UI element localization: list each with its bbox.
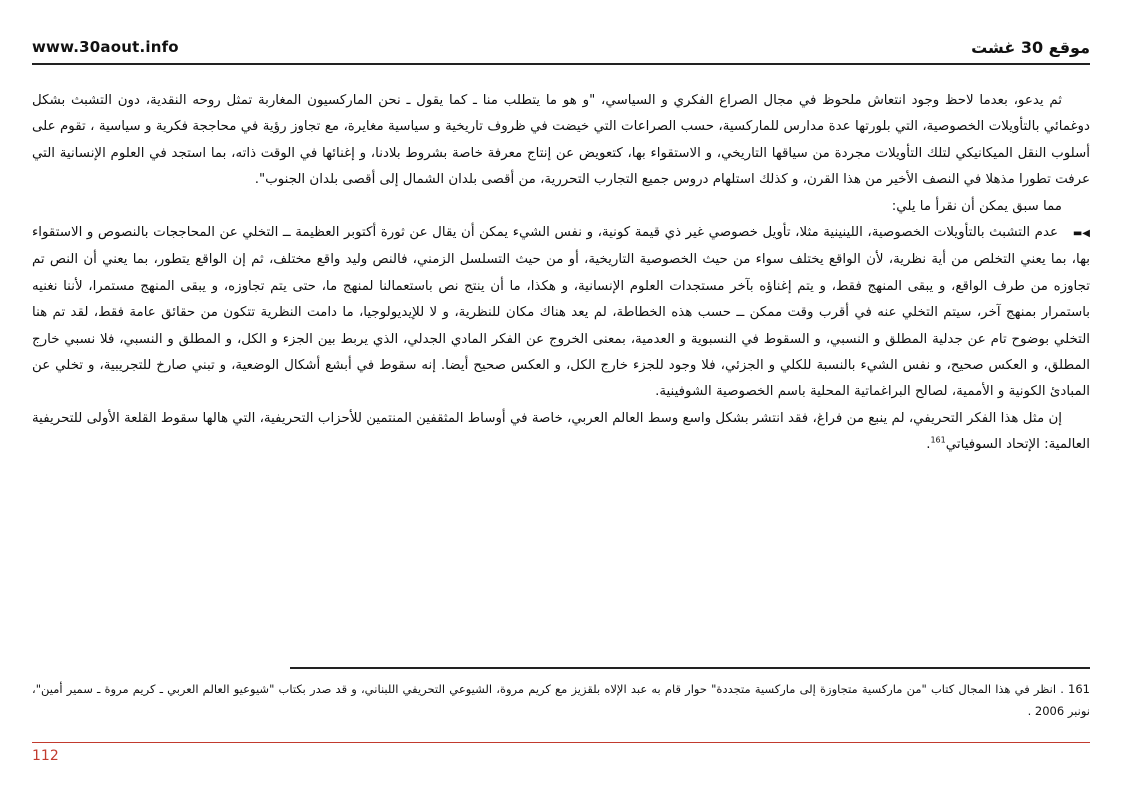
- paragraph-intro: مما سبق يمكن أن نقرأ ما يلي:: [891, 198, 1062, 214]
- conclusion-text: إن مثل هذا الفكر التحريفي، لم ينبع من فراغ، فقد انتشر بشكل واسع وسط العالم العربي، خاصة في أوساط المثقفين المنتمين للأحزاب التحريفية، التي هالها سقوط القلعة الأولى للتحريفية العالمية: الإتحاد السوفياتي: [32, 410, 1090, 453]
- paragraph-bullet: [32, 220, 1090, 406]
- page-number: 112: [32, 748, 59, 764]
- arrow-bullet-icon: ◀▬: [1072, 228, 1090, 240]
- bullet-text: عدم التشبث بالتأويلات الخصوصية، اللينينية مثلا، تأويل خصوصي غير ذي قيمة كونية، و نفس الشيء يمكن أن يقال عن ثورة أكتوبر العظيمة ــ التخلي عن المحاججات بالنصوص و الاستقواء بها، بما يعني التخلص من أية نظرية، لأن الواقع يختلف سواء من حيث الخصوصية التاريخية، أو من حيث التسلسل الزمني، فالنص وليد واقع مختلف، ثم إن الواقع يتطور، بما يعني أن النص تم تجاوزه من طرف الواقع، و يبقى المنهج فقط، و يتم إغناؤه بآخر مستجدات العلوم الإنسانية، و هكذا، ما أن ينتج نص باستعمالنا لمنهج ما، حتى يتم تجاوزه، و يبقى المنهج مستمرا، لأننا نغنيه باستمرار بمنهج آخر، سيتم التخلي عنه في أقرب وقت ممكن ــ حسب هذه الخطاطة، لم يعد هناك مكان للنظرية، و لا للإيديولوجيا، ما دامت النظرية تتكون من حقائق عامة فقط، لقد تم هنا التخلي بوضوح تام عن جدلية المطلق و النسبي، و السقوط في النسبوية و العدمية، بمعنى الخروج عن الفكر المادي الجدلي، الذي يربط بين الجزء و الكل، و المطلق و النسبي، فلا نسبي خارج المطلق، و العكس صحيح، و نفس الشيء بالنسبة للكلي و الجزئي، فلا وجود للجزء خارج الكل، و العكس صحيح أيضا. إنه سقوط في أبشع أشكال الوضعية، و تبني صارخ للتجريبية، و تخلي عن المبادئ الكونية و الأممية، لصالح البراغماتية المحلية باسم الخصوصية الشوفينية.: [32, 225, 1090, 400]
- paragraph-conclusion: إن مثل هذا الفكر التحريفي، لم ينبع من فراغ، فقد انتشر بشكل واسع وسط العالم العربي، خاصة في أوساط المثقفين المنتمين للأحزاب التحريفية، التي هالها سقوط القلعة الأولى للتحريفية العالمية: الإتحاد السوفياتي$^{161}$.: [32, 410, 1090, 453]
- footnote-divider: [290, 667, 1090, 669]
- page-header: [32, 38, 1090, 64]
- main-text: [32, 88, 1090, 459]
- paragraph-quote: ثم يدعو، بعدما لاحظ وجود انتعاش ملحوظ في مجال الصراع الفكري و السياسي، "و هو ما يتطلب منا ـ كما يقول ـ نحن الماركسيون المغاربة تمثل روحه النقدية، دون التشبث بشكل دوغمائي بالتأويلات الخصوصية، التي بلورتها عدة مدارس للماركسية، حسب الصراعات التي خيضت في ظروف تاريخية و سياسية مغايرة، مع تجاوز رؤية في محاججة فكرية و سياسية ، تقوم على أسلوب النقل الميكانيكي لتلك التأويلات مجردة من سياقها التاريخي، و الاستقواء بها، كتعويض عن إنتاج معرفة خاصة بشروط بلادنا، و إغنائها في الوقت ذاته، بما استجد في العلوم الإنسانية التي عرفت تطورا مذهلا في النصف الأخير من هذا القرن، و كذلك استلهام دروس جميع التجارب التحررية، من أقصى بلدان الشمال إلى أقصى بلدان الجنوب".: [32, 93, 1090, 188]
- footnote: 161 . انظر في هذا المجال كتاب "من ماركسية متجاوزة إلى ماركسية متجددة" حوار قام به عبد الإلاه بلقزيز مع كريم مروة، الشيوعي التحريفي اللبناني، و قد صدر بكتاب "شيوعيو العالم العربي ـ كريم مروة ـ سمير أمين"، نونبر 2006 .: [32, 682, 1090, 718]
- footnote-reference[interactable]: 161: [930, 435, 946, 445]
- site-url: www.30aout.info: [32, 38, 179, 56]
- site-name: موقع 30 غشت: [971, 38, 1090, 57]
- header-divider: [32, 63, 1090, 65]
- footer-divider: [32, 742, 1090, 743]
